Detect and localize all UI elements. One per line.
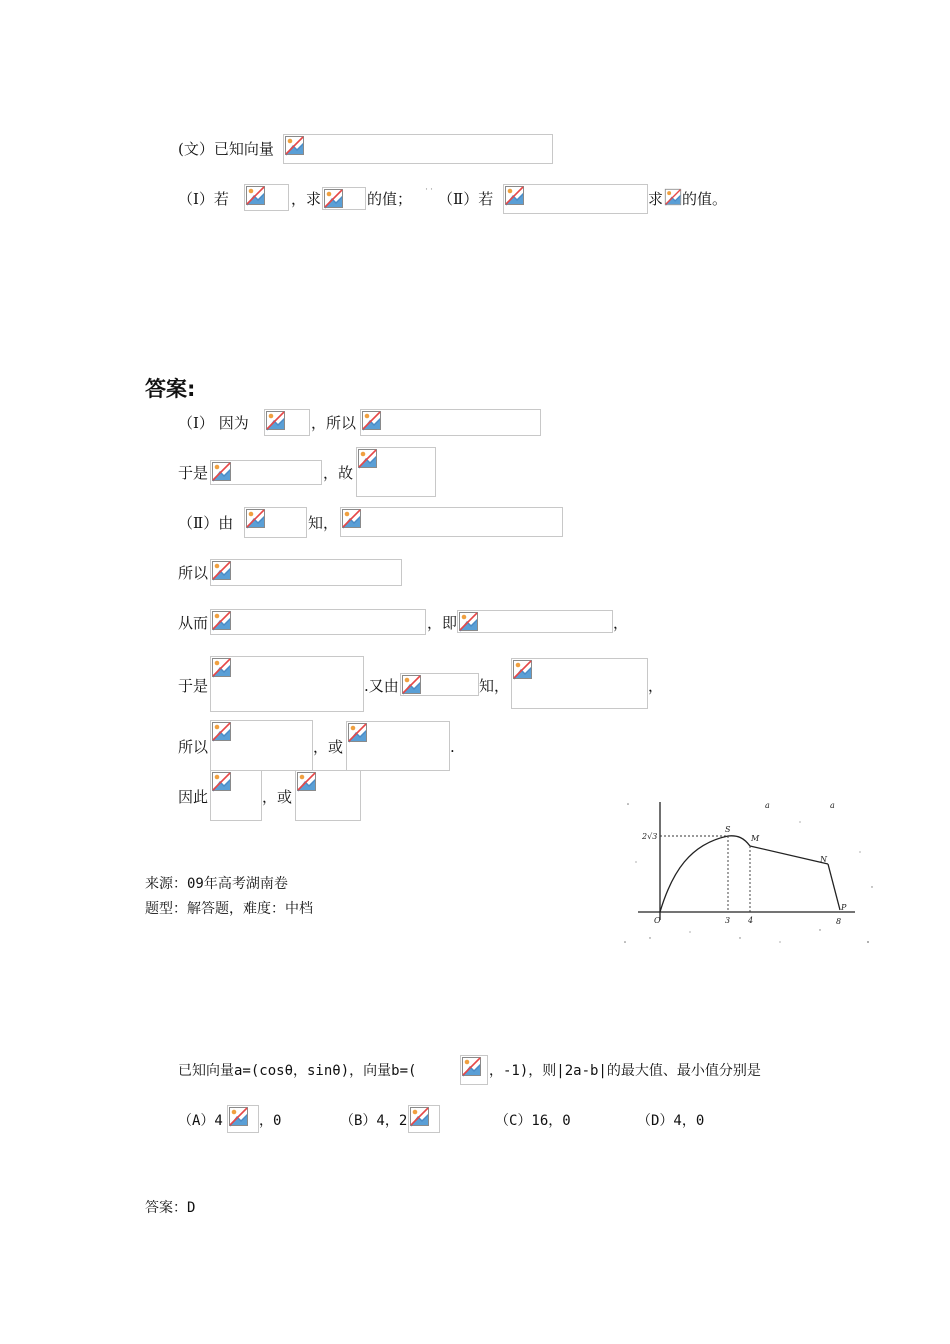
broken-image-icon	[211, 461, 232, 482]
segment-MN	[750, 846, 828, 864]
broken-image-icon	[401, 674, 422, 695]
answer-line-text: 所以	[178, 738, 209, 756]
broken-image-icon	[245, 185, 266, 206]
x-tick-3: 3	[725, 916, 731, 925]
formula-image	[227, 1105, 259, 1133]
answer-line-text: 因此	[178, 788, 209, 806]
q2-stem: 已知向量a=(cosθ，sinθ)，向量b=(	[178, 1063, 417, 1079]
point-M: M	[751, 834, 760, 843]
broken-image-icon	[361, 410, 382, 431]
formula-image	[210, 559, 402, 586]
x-tick-8: 8	[836, 917, 842, 926]
formula-image	[408, 1105, 440, 1133]
answer-line-text: 知，	[479, 677, 510, 695]
answer-line-text: （Ⅱ）由	[178, 514, 234, 532]
top-mark-1: a	[765, 801, 770, 810]
broken-image-icon	[265, 410, 286, 431]
q2-stem: ，-1)，则|2a-b|的最大值、最小值分别是	[489, 1063, 761, 1079]
q1-part2-text: （Ⅱ）若	[438, 190, 494, 208]
broken-image-icon	[664, 188, 682, 206]
formula-image	[503, 184, 648, 214]
answer-line-text: .	[450, 738, 455, 756]
curve-SM	[728, 836, 750, 846]
formula-image	[400, 673, 479, 696]
formula-image	[322, 187, 366, 210]
answer-line-text: ，	[648, 677, 664, 695]
formula-image	[295, 770, 361, 821]
vector-image	[283, 134, 553, 164]
broken-image-icon	[504, 185, 525, 206]
formula-image	[244, 184, 289, 211]
source-line: 来源：09年高考湖南卷	[145, 876, 288, 892]
formula-image	[264, 409, 310, 436]
broken-image-icon	[347, 722, 368, 743]
broken-image-icon	[341, 508, 362, 529]
x-tick-4: 4	[748, 916, 754, 925]
point-P: P	[841, 903, 847, 912]
origin-label: O	[654, 916, 661, 925]
broken-image-icon	[211, 721, 232, 742]
q1-intro: (文）已知向量	[178, 140, 274, 158]
answer-line-text: 于是	[178, 464, 209, 482]
formula-image	[210, 609, 426, 635]
formula-image	[340, 507, 563, 537]
top-mark-2: a	[830, 801, 835, 810]
stray-mark: ˙˙	[424, 188, 434, 199]
curve-OS	[660, 836, 728, 912]
answer-line-text: ，	[613, 614, 629, 632]
broken-image-icon	[211, 610, 232, 631]
q2-answer: 答案：D	[145, 1200, 196, 1216]
formula-image	[457, 610, 613, 633]
broken-image-icon	[211, 657, 232, 678]
formula-image	[210, 770, 262, 821]
formula-image	[244, 507, 307, 538]
point-N: N	[820, 855, 827, 864]
broken-image-icon	[458, 611, 479, 632]
question-type-line: 题型：解答题，难度：中档	[145, 901, 313, 917]
answer-line-text: （Ⅰ） 因为	[178, 414, 249, 432]
answer-line-text: 从而	[178, 614, 209, 632]
answer-line-text: ，或	[262, 788, 293, 806]
q1-part1-text: 的值；	[367, 190, 413, 208]
option-c: （C）16，0	[495, 1113, 571, 1129]
answer-line-text: ，故	[323, 464, 354, 482]
y-axis-label: 2√3	[642, 832, 658, 841]
answer-line-text: .又由	[364, 677, 399, 695]
broken-image-icon	[409, 1106, 430, 1127]
broken-image-icon	[284, 135, 305, 156]
segment-NP	[828, 864, 840, 910]
formula-image	[346, 721, 450, 771]
q1-part1-text: ，求	[291, 190, 322, 208]
formula-image	[511, 658, 648, 709]
broken-image-icon	[461, 1056, 482, 1077]
option-b: （B）4，2	[340, 1113, 408, 1129]
option-a: ，0	[259, 1113, 282, 1129]
broken-image-icon	[357, 448, 378, 469]
function-graph	[620, 792, 880, 952]
answer-line-text: ，或	[313, 738, 344, 756]
q1-part2-text: 求	[648, 190, 664, 208]
formula-image	[664, 188, 682, 208]
broken-image-icon	[211, 560, 232, 581]
answer-line-text: ，所以	[311, 414, 357, 432]
broken-image-icon	[323, 188, 344, 209]
option-a: （A）4	[178, 1113, 223, 1129]
answer-line-text: 所以	[178, 564, 209, 582]
formula-image	[460, 1055, 488, 1085]
answer-line-text: 知，	[308, 514, 339, 532]
q1-part2-text: 的值。	[682, 190, 728, 208]
formula-image	[360, 409, 541, 436]
formula-image	[356, 447, 436, 497]
answer-line-text: 于是	[178, 677, 209, 695]
broken-image-icon	[211, 771, 232, 792]
answer-line-text: ，即	[427, 614, 458, 632]
formula-image	[210, 656, 364, 712]
broken-image-icon	[296, 771, 317, 792]
q1-part1-text: （Ⅰ）若	[178, 190, 229, 208]
formula-image	[210, 460, 322, 485]
broken-image-icon	[228, 1106, 249, 1127]
broken-image-icon	[245, 508, 266, 529]
broken-image-icon	[512, 659, 533, 680]
option-d: （D）4，0	[637, 1113, 705, 1129]
answer-heading: 答案:	[145, 377, 196, 401]
formula-image	[210, 720, 313, 771]
point-S: S	[725, 825, 731, 834]
